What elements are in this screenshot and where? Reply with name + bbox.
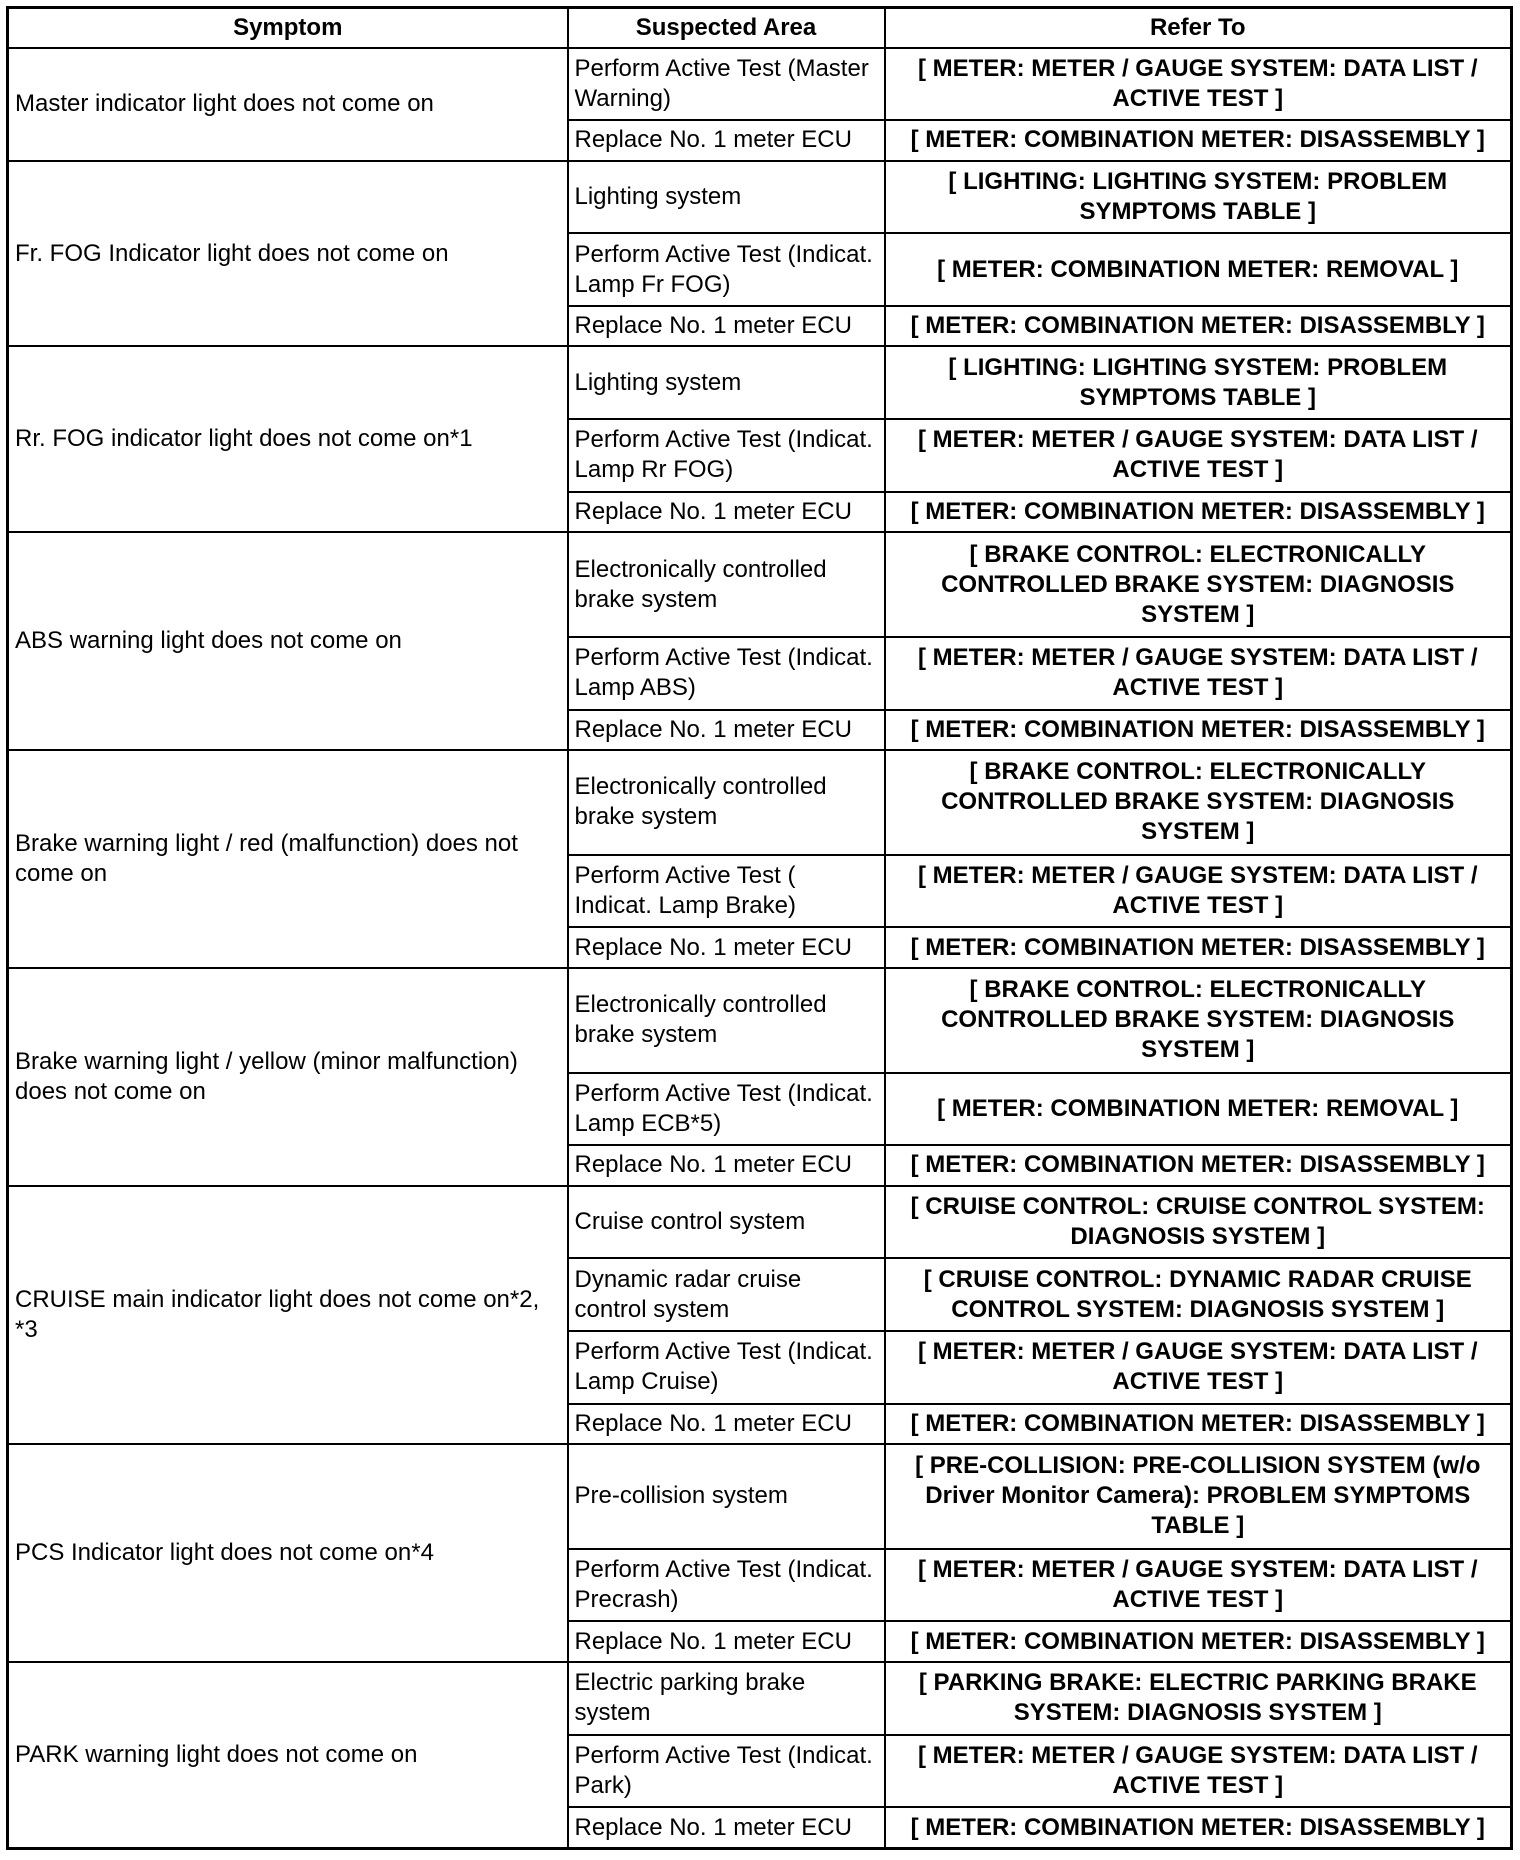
table-row [8,161,1512,234]
table-row [8,750,1512,855]
refer-to-link[interactable]: [ METER: COMBINATION METER: REMOVAL ] [885,1073,1512,1146]
suspected-area-cell: Lighting system [568,346,885,419]
refer-to-link[interactable]: [ METER: METER / GAUGE SYSTEM: DATA LIST / ACTIVE TEST ] [885,855,1512,928]
symptom-cell: ABS warning light does not come on [8,532,568,750]
suspected-area-cell: Lighting system [568,161,885,234]
table-row [8,1444,1512,1549]
suspected-area-cell: Electric parking brake system [568,1662,885,1735]
refer-to-link[interactable]: [ PRE-COLLISION: PRE-COLLISION SYSTEM (w/o Driver Monitor Camera): PROBLEM SYMPTOMS TABLE ] [885,1444,1512,1549]
suspected-area-cell: Perform Active Test (Indicat. Lamp Cruise) [568,1331,885,1404]
refer-to-link[interactable]: [ CRUISE CONTROL: CRUISE CONTROL SYSTEM: DIAGNOSIS SYSTEM ] [885,1186,1512,1259]
symptom-cell: Brake warning light / red (malfunction) does not come on [8,750,568,968]
symptom-cell: Brake warning light / yellow (minor malfunction) does not come on [8,968,568,1186]
refer-to-link[interactable]: [ METER: METER / GAUGE SYSTEM: DATA LIST / ACTIVE TEST ] [885,637,1512,710]
suspected-area-cell: Electronically controlled brake system [568,750,885,855]
symptom-cell: Rr. FOG indicator light does not come on*1 [8,346,568,532]
refer-to-link[interactable]: [ METER: COMBINATION METER: REMOVAL ] [885,233,1512,306]
suspected-area-cell: Perform Active Test (Indicat. Lamp ABS) [568,637,885,710]
refer-to-link[interactable]: [ BRAKE CONTROL: ELECTRONICALLY CONTROLLED BRAKE SYSTEM: DIAGNOSIS SYSTEM ] [885,532,1512,637]
refer-to-link[interactable]: [ LIGHTING: LIGHTING SYSTEM: PROBLEM SYMPTOMS TABLE ] [885,346,1512,419]
refer-to-link[interactable]: [ BRAKE CONTROL: ELECTRONICALLY CONTROLLED BRAKE SYSTEM: DIAGNOSIS SYSTEM ] [885,968,1512,1073]
refer-to-link[interactable]: [ METER: COMBINATION METER: DISASSEMBLY ] [885,1621,1512,1662]
table-row [8,1186,1512,1259]
refer-to-link[interactable]: [ METER: METER / GAUGE SYSTEM: DATA LIST / ACTIVE TEST ] [885,1331,1512,1404]
symptom-cell: Fr. FOG Indicator light does not come on [8,161,568,347]
header-refer-to: Refer To [885,8,1512,48]
suspected-area-cell: Replace No. 1 meter ECU [568,1807,885,1848]
suspected-area-cell: Replace No. 1 meter ECU [568,492,885,533]
refer-to-link[interactable]: [ BRAKE CONTROL: ELECTRONICALLY CONTROLLED BRAKE SYSTEM: DIAGNOSIS SYSTEM ] [885,750,1512,855]
refer-to-link[interactable]: [ METER: COMBINATION METER: DISASSEMBLY ] [885,1807,1512,1848]
suspected-area-cell: Perform Active Test (Indicat. Lamp ECB*5) [568,1073,885,1146]
refer-to-link[interactable]: [ METER: COMBINATION METER: DISASSEMBLY ] [885,306,1512,347]
refer-to-link[interactable]: [ METER: COMBINATION METER: DISASSEMBLY ] [885,1404,1512,1445]
suspected-area-cell: Replace No. 1 meter ECU [568,306,885,347]
suspected-area-cell: Perform Active Test (Indicat. Precrash) [568,1549,885,1622]
suspected-area-cell: Pre-collision system [568,1444,885,1549]
refer-to-link[interactable]: [ METER: COMBINATION METER: DISASSEMBLY ] [885,1145,1512,1186]
refer-to-link[interactable]: [ METER: METER / GAUGE SYSTEM: DATA LIST / ACTIVE TEST ] [885,48,1512,121]
table-row [8,532,1512,637]
table-row [8,1662,1512,1735]
table-body [8,48,1512,1849]
header-symptom: Symptom [8,8,568,48]
symptom-table [6,6,1513,1850]
suspected-area-cell: Replace No. 1 meter ECU [568,1404,885,1445]
symptom-cell: PARK warning light does not come on [8,1662,568,1849]
suspected-area-cell: Perform Active Test (Indicat. Lamp Rr FOG) [568,419,885,492]
suspected-area-cell: Perform Active Test (Indicat. Lamp Fr FOG) [568,233,885,306]
suspected-area-cell: Dynamic radar cruise control system [568,1258,885,1331]
header-suspected-area: Suspected Area [568,8,885,48]
table-row [8,346,1512,419]
header-row [8,8,1512,48]
suspected-area-cell: Electronically controlled brake system [568,532,885,637]
refer-to-link[interactable]: [ METER: METER / GAUGE SYSTEM: DATA LIST / ACTIVE TEST ] [885,419,1512,492]
refer-to-link[interactable]: [ METER: METER / GAUGE SYSTEM: DATA LIST / ACTIVE TEST ] [885,1735,1512,1808]
suspected-area-cell: Electronically controlled brake system [568,968,885,1073]
refer-to-link[interactable]: [ LIGHTING: LIGHTING SYSTEM: PROBLEM SYMPTOMS TABLE ] [885,161,1512,234]
suspected-area-cell: Perform Active Test (Master Warning) [568,48,885,121]
table-container [6,6,1513,1850]
suspected-area-cell: Replace No. 1 meter ECU [568,1621,885,1662]
suspected-area-cell: Perform Active Test ( Indicat. Lamp Brake) [568,855,885,928]
symptom-cell: Master indicator light does not come on [8,48,568,161]
suspected-area-cell: Replace No. 1 meter ECU [568,120,885,161]
suspected-area-cell: Replace No. 1 meter ECU [568,927,885,968]
suspected-area-cell: Perform Active Test (Indicat. Park) [568,1735,885,1808]
table-row [8,968,1512,1073]
refer-to-link[interactable]: [ METER: COMBINATION METER: DISASSEMBLY ] [885,492,1512,533]
refer-to-link[interactable]: [ CRUISE CONTROL: DYNAMIC RADAR CRUISE CONTROL SYSTEM: DIAGNOSIS SYSTEM ] [885,1258,1512,1331]
refer-to-link[interactable]: [ METER: COMBINATION METER: DISASSEMBLY ] [885,927,1512,968]
table-row [8,48,1512,121]
suspected-area-cell: Cruise control system [568,1186,885,1259]
refer-to-link[interactable]: [ METER: COMBINATION METER: DISASSEMBLY ] [885,710,1512,751]
refer-to-link[interactable]: [ METER: METER / GAUGE SYSTEM: DATA LIST / ACTIVE TEST ] [885,1549,1512,1622]
symptom-cell: CRUISE main indicator light does not come on*2, *3 [8,1186,568,1444]
suspected-area-cell: Replace No. 1 meter ECU [568,1145,885,1186]
refer-to-link[interactable]: [ PARKING BRAKE: ELECTRIC PARKING BRAKE SYSTEM: DIAGNOSIS SYSTEM ] [885,1662,1512,1735]
symptom-cell: PCS Indicator light does not come on*4 [8,1444,568,1662]
suspected-area-cell: Replace No. 1 meter ECU [568,710,885,751]
refer-to-link[interactable]: [ METER: COMBINATION METER: DISASSEMBLY ] [885,120,1512,161]
